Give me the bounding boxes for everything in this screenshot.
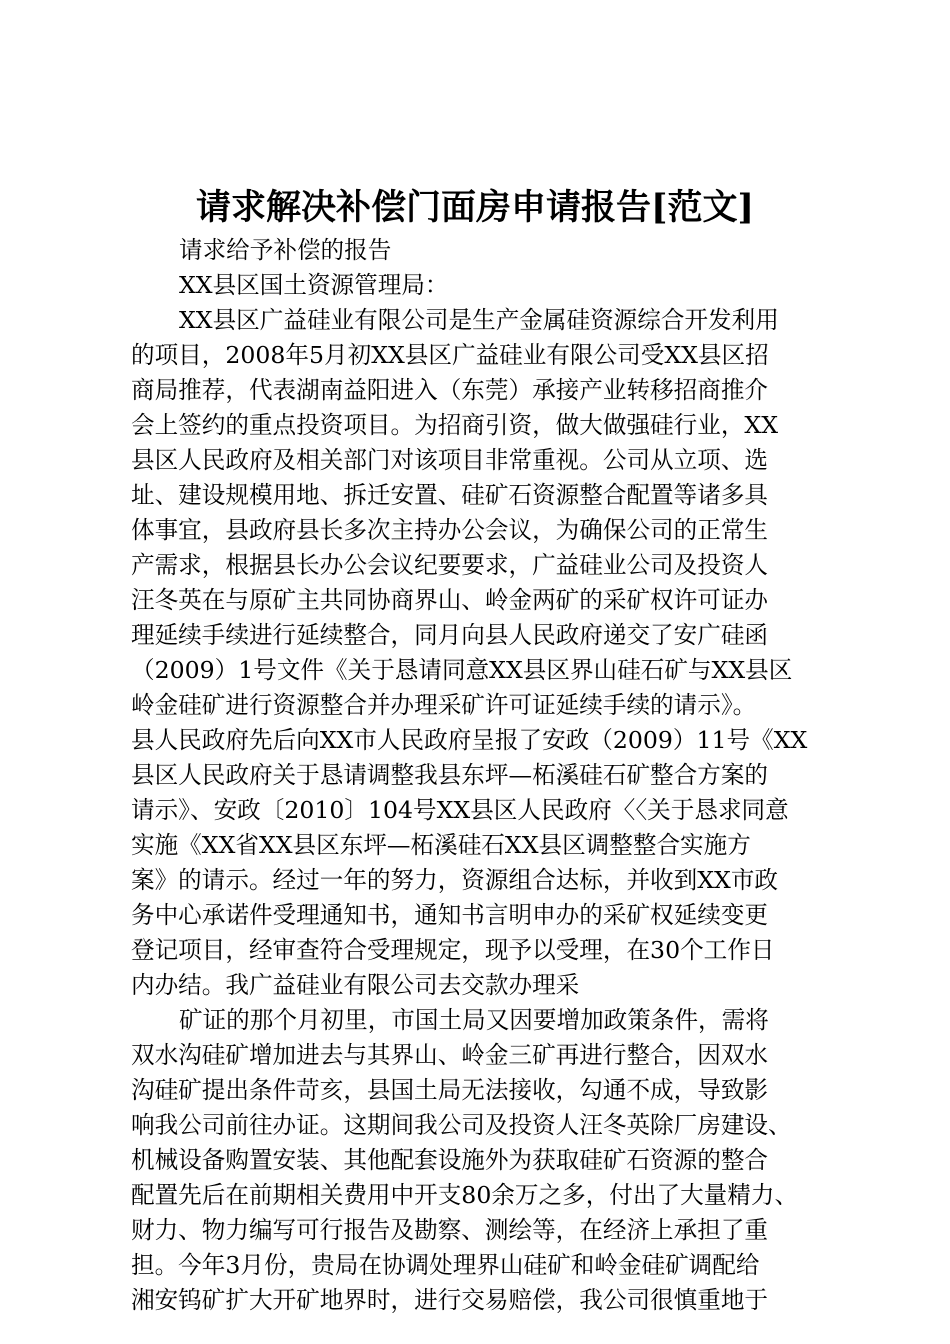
body-line: 实施《XX省XX县区东坪—柘溪硅石XX县区调整整合实施方 xyxy=(131,831,751,859)
body-line: 的项目，2008年5月初XX县区广益硅业有限公司受XX县区招 xyxy=(131,341,769,369)
body-line: 沟硅矿提出条件苛亥，县国土局无法接收，勾通不成，导致影 xyxy=(131,1076,769,1104)
body-line: 岭金硅矿进行资源整合并办理采矿许可证延续手续的请示》。 xyxy=(131,691,757,719)
body-line: 务中心承诺件受理通知书，通知书言明申办的采矿权延续变更 xyxy=(131,901,769,929)
body-line: （2009）1号文件《关于恳请同意XX县区界山硅石矿与XX县区 xyxy=(131,656,793,684)
body-line: 商局推荐，代表湖南益阳进入（东莞）承接产业转移招商推介 xyxy=(131,376,769,404)
body-line: 机械设备购置安装、其他配套设施外为获取硅矿石资源的整合 xyxy=(131,1146,769,1174)
body-line: 理延续手续进行延续整合，同月向县人民政府递交了安广硅函 xyxy=(131,621,769,649)
body-line: 请求给予补偿的报告 xyxy=(179,236,392,264)
body-line: XX县区广益硅业有限公司是生产金属硅资源综合开发利用 xyxy=(179,306,779,334)
body-line: 登记项目，经审查符合受理规定，现予以受理，在30个工作日 xyxy=(131,936,775,964)
body-line: 财力、物力编写可行报告及勘察、测绘等，在经济上承担了重 xyxy=(131,1216,769,1244)
body-line: 响我公司前往办证。这期间我公司及投资人汪冬英除厂房建设、 xyxy=(131,1111,792,1139)
body-line: XX县区国土资源管理局： xyxy=(179,271,449,299)
body-line: 双水沟硅矿增加进去与其界山、岭金三矿再进行整合，因双水 xyxy=(131,1041,769,1069)
body-line: 县区人民政府关于恳请调整我县东坪—柘溪硅石矿整合方案的 xyxy=(131,761,769,789)
document-title: 请求解决补偿门面房申请报告[范文] xyxy=(195,187,755,228)
body-line: 体事宜，县政府县长多次主持办公会议，为确保公司的正常生 xyxy=(131,516,769,544)
body-line: 县人民政府先后向XX市人民政府呈报了安政（2009）11号《XX xyxy=(131,726,808,754)
body-line: 址、建设规模用地、拆迁安置、硅矿石资源整合配置等诸多具 xyxy=(131,481,769,509)
body-line: 请示》、安政〔2010〕104号XX县区人民政府〈〈关于恳求同意 xyxy=(131,796,789,824)
body-line: 内办结。我广益硅业有限公司去交款办理采 xyxy=(131,971,580,999)
body-line: 汪冬英在与原矿主共同协商界山、岭金两矿的采矿权许可证办 xyxy=(131,586,769,614)
body-line: 案》的请示。经过一年的努力，资源组合达标，并收到XX市政 xyxy=(131,866,779,894)
body-line: 担。今年3月份，贵局在协调处理界山硅矿和岭金硅矿调配给 xyxy=(131,1251,760,1279)
body-line: 县区人民政府及相关部门对该项目非常重视。公司从立项、选 xyxy=(131,446,769,474)
body-line: 配置先后在前期相关费用中开支80余万之多，付出了大量精力、 xyxy=(131,1181,799,1209)
body-line: 会上签约的重点投资项目。为招商引资，做大做强硅行业，XX xyxy=(131,411,779,439)
body-line: 湘安钨矿扩大开矿地界时，进行交易赔偿，我公司很慎重地于 xyxy=(131,1286,769,1314)
body-line: 矿证的那个月初里，市国土局又因要增加政策条件，需将 xyxy=(179,1006,769,1034)
body-line: 产需求，根据县长办公会议纪要要求，广益硅业公司及投资人 xyxy=(131,551,769,579)
document-body xyxy=(131,233,831,1318)
